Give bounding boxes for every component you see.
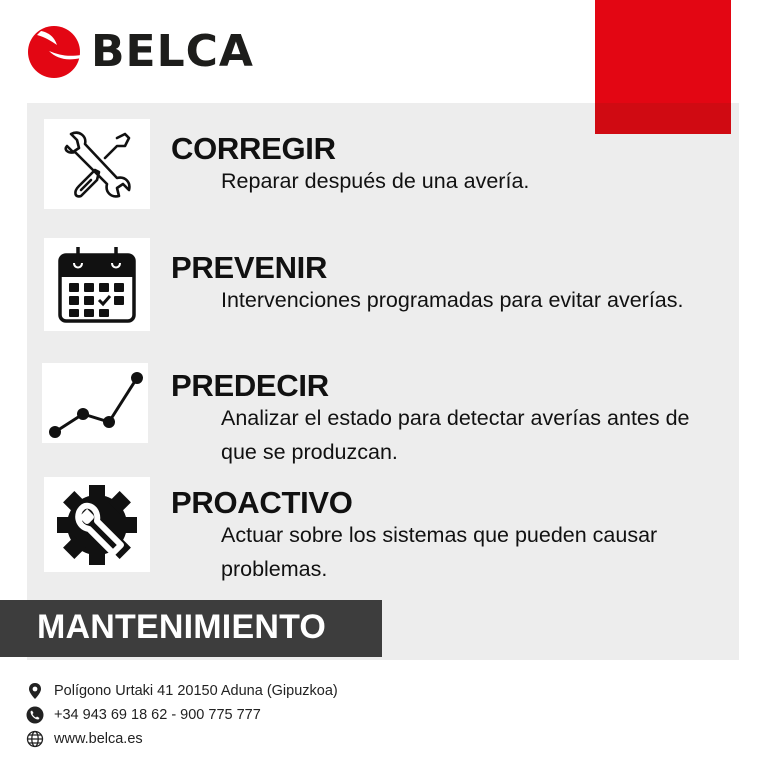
item-desc-predecir: Analizar el estado para detectar averías antes de que se produzcan. [221, 406, 690, 464]
contact-website [26, 730, 143, 748]
mantenimiento-banner [0, 600, 382, 657]
website-link[interactable]: www.belca.es [54, 731, 143, 747]
red-square-overlap [595, 103, 731, 134]
item-title-prevenir: PREVENIR [171, 250, 328, 285]
item-title-corregir: CORREGIR [171, 131, 336, 166]
gear-wrench-icon [53, 481, 141, 569]
icon-box-prevenir [44, 238, 150, 331]
globe-icon [26, 730, 44, 748]
icon-box-corregir [44, 119, 150, 209]
address-text: Polígono Urtaki 41 20150 Aduna (Gipuzkoa) [54, 683, 338, 699]
brand-name: BELCA [91, 26, 254, 77]
contact-phone [26, 706, 261, 724]
phone-icon [26, 706, 44, 724]
item-title-predecir: PREDECIR [171, 368, 329, 403]
item-desc-prevenir: Intervenciones programadas para evitar averías. [221, 288, 684, 312]
brand-logo [27, 25, 254, 79]
icon-box-proactivo [44, 477, 150, 572]
phone-text[interactable]: +34 943 69 18 62 - 900 775 777 [54, 707, 261, 723]
item-desc-corregir: Reparar después de una avería. [221, 169, 530, 193]
icon-box-predecir [42, 363, 148, 443]
item-desc-proactivo: Actuar sobre los sistemas que pueden causar problemas. [221, 523, 658, 581]
tools-icon [59, 126, 135, 202]
location-pin-icon [26, 682, 44, 700]
trend-line-icon [45, 366, 145, 440]
banner-label: MANTENIMIENTO [37, 608, 327, 646]
contact-address [26, 682, 338, 700]
decorative-red-square [595, 0, 731, 134]
calendar-icon [56, 245, 138, 325]
item-title-proactivo: PROACTIVO [171, 485, 353, 520]
belca-logo-icon [27, 25, 81, 79]
